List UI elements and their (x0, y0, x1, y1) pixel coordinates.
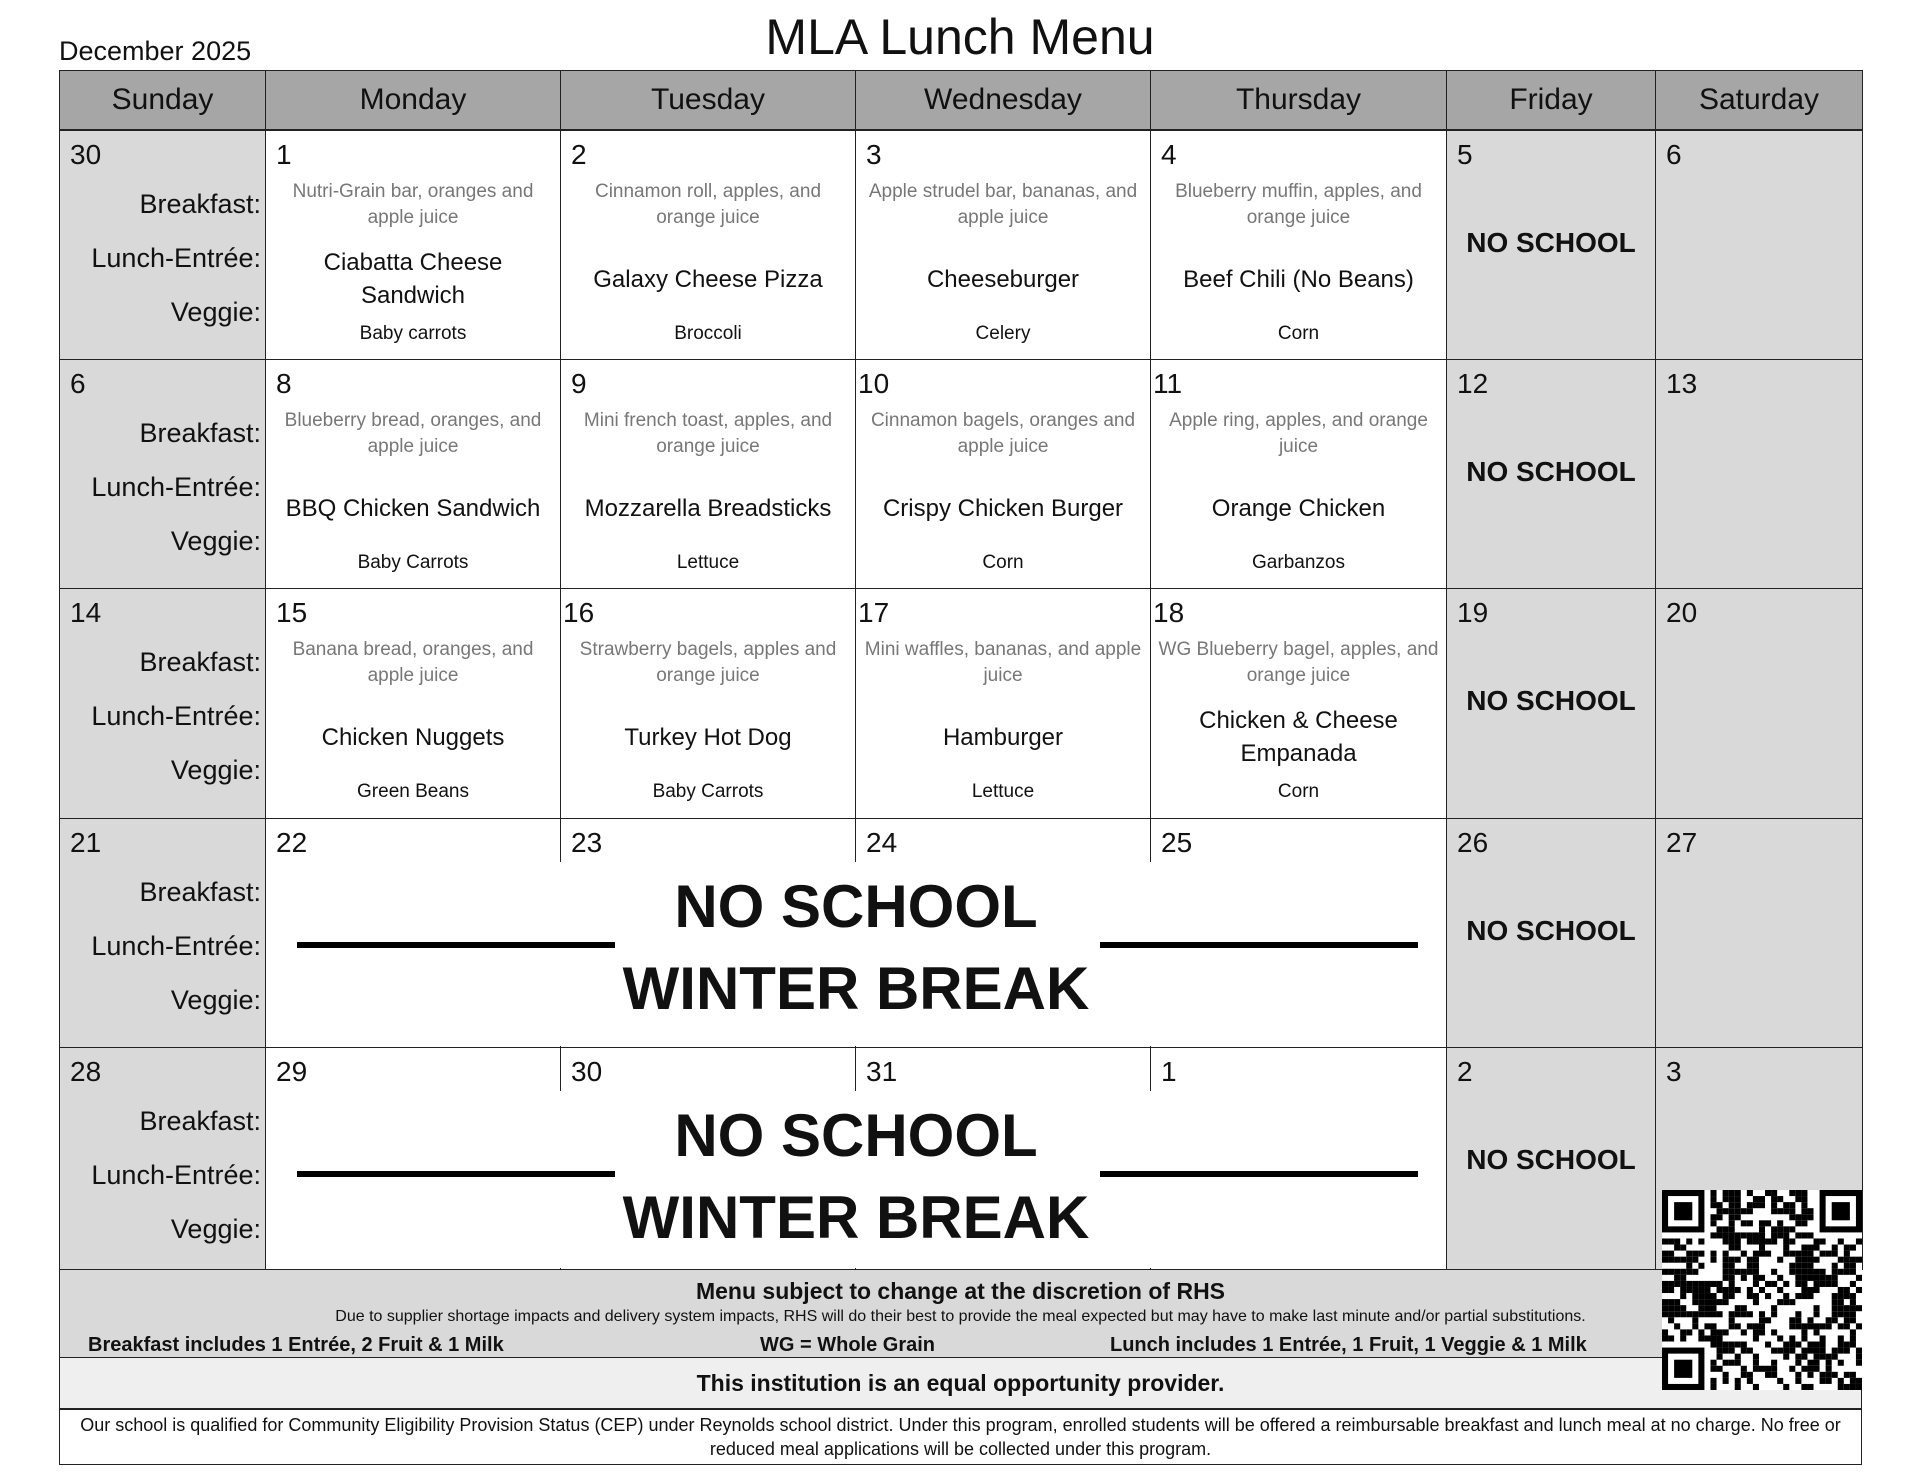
veggie-item: Corn (982, 552, 1024, 573)
breakfast-item: Cinnamon bagels, oranges and apple juice (870, 410, 1136, 457)
weekday-header-friday: Friday (1446, 70, 1656, 130)
day-number: 9 (571, 368, 587, 399)
month-label: December 2025 (59, 36, 252, 66)
breakfast-label: Breakfast: (139, 418, 261, 448)
lunch-entree (862, 470, 1144, 546)
winter-break-heading: WINTER BREAK (622, 955, 1090, 1022)
day-cell (855, 130, 1151, 360)
breakfast-item: Mini waffles, bananas, and apple juice (864, 639, 1142, 686)
day-cell (855, 588, 1151, 819)
lunch-entree (862, 241, 1144, 317)
breakfast-item: Nutri-Grain bar, oranges and apple juice (292, 181, 534, 228)
lunch-entree-text: Chicken Nuggets (321, 723, 505, 751)
divider-line-left (297, 1171, 615, 1177)
day-number: 1 (276, 139, 292, 170)
day-number: 31 (866, 1056, 898, 1087)
day-cell (1150, 130, 1447, 360)
day-number: 15 (276, 597, 308, 628)
breakfast-item: Blueberry muffin, apples, and orange juice (1175, 181, 1422, 228)
day-cell (560, 130, 856, 360)
lunch-entree-text: Hamburger (942, 723, 1064, 751)
winter-break-heading: WINTER BREAK (622, 1184, 1090, 1251)
lunch-info: Lunch includes 1 Entrée, 1 Fruit, 1 Veggie & 1 Milk (1110, 1334, 1587, 1356)
weekday-header-thursday: Thursday (1150, 70, 1447, 130)
lunch-entree-text: Galaxy Cheese Pizza (593, 265, 823, 293)
lunch-entree-text: Crispy Chicken Burger (882, 494, 1124, 522)
lunch-entree (272, 470, 554, 546)
sunday-cell (59, 359, 266, 589)
day-number: 2 (571, 139, 587, 170)
breakfast-item: Apple strudel bar, bananas, and apple juice (868, 181, 1138, 228)
veggie-label: Veggie: (170, 755, 261, 785)
day-number: 6 (1666, 139, 1682, 170)
breakfast-item: Blueberry bread, oranges, and apple juice (284, 410, 542, 457)
page-title: MLA Lunch Menu (765, 9, 1155, 65)
lunch-entree (1157, 241, 1440, 317)
day-number: 21 (70, 827, 102, 858)
equal-opportunity-statement (59, 1357, 1862, 1409)
day-number: 1 (1161, 1056, 1177, 1087)
no-school-label: NO SCHOOL (1466, 915, 1636, 946)
day-cell (265, 588, 561, 819)
day-number: 16 (563, 597, 595, 628)
veggie-item: Green Beans (357, 781, 469, 802)
weekday-header-wednesday: Wednesday (855, 70, 1151, 130)
saturday-cell (1655, 359, 1863, 589)
day-number: 10 (858, 368, 890, 399)
breakfast-label: Breakfast: (139, 1106, 261, 1136)
footer-notice (59, 1269, 1862, 1358)
sunday-cell (59, 1047, 266, 1270)
day-number: 17 (858, 597, 890, 628)
friday-cell (1446, 1047, 1656, 1270)
day-number: 3 (1666, 1056, 1682, 1087)
breakfast-label: Breakfast: (139, 647, 261, 677)
lunch-entree-label: Lunch-Entrée: (91, 243, 261, 273)
friday-cell (1446, 130, 1656, 360)
day-number: 2 (1457, 1056, 1473, 1087)
day-cell (560, 588, 856, 819)
veggie-item: Broccoli (674, 323, 742, 344)
divider-line-right (1100, 1171, 1418, 1177)
veggie-item: Celery (975, 323, 1031, 344)
weekday-header-sunday: Sunday (59, 70, 266, 130)
lunch-entree (567, 470, 849, 546)
veggie-label: Veggie: (170, 297, 261, 327)
no-school-label: NO SCHOOL (1466, 685, 1636, 716)
day-number: 27 (1666, 827, 1698, 858)
breakfast-item: Mini french toast, apples, and orange juice (583, 410, 833, 457)
lunch-entree-text: Turkey Hot Dog (624, 723, 792, 751)
day-number: 29 (276, 1056, 308, 1087)
day-number: 6 (70, 368, 86, 399)
breakfast-label: Breakfast: (139, 877, 261, 907)
veggie-label: Veggie: (170, 526, 261, 556)
no-school-heading: NO SCHOOL (674, 873, 1038, 940)
friday-cell (1446, 359, 1656, 589)
day-number: 3 (866, 139, 882, 170)
divider-line-right (1100, 942, 1418, 948)
day-number: 11 (1153, 368, 1183, 399)
lunch-entree (567, 241, 849, 317)
lunch-entree (862, 699, 1144, 775)
day-cell (1150, 588, 1447, 819)
breakfast-label: Breakfast: (139, 189, 261, 219)
friday-cell (1446, 588, 1656, 819)
equal-opportunity-text: This institution is an equal opportunity provider. (696, 1370, 1225, 1396)
breakfast-info: Breakfast includes 1 Entrée, 2 Fruit & 1 Milk (88, 1334, 504, 1356)
no-school-label: NO SCHOOL (1466, 1144, 1636, 1175)
day-number: 23 (571, 827, 603, 858)
breakfast-item: Cinnamon roll, apples, and orange juice (594, 181, 822, 228)
veggie-item: Lettuce (676, 552, 740, 573)
day-number: 18 (1153, 597, 1185, 628)
day-number: 26 (1457, 827, 1489, 858)
day-cell (265, 359, 561, 589)
day-cell (265, 130, 561, 360)
sunday-cell (59, 818, 266, 1048)
no-school-heading: NO SCHOOL (674, 1102, 1038, 1169)
lunch-entree (567, 699, 849, 775)
wg-info: WG = Whole Grain (760, 1334, 936, 1356)
veggie-label: Veggie: (170, 1214, 261, 1244)
day-number: 30 (70, 139, 102, 170)
lunch-entree (1157, 699, 1440, 775)
day-number: 13 (1666, 368, 1698, 399)
sunday-cell (59, 130, 266, 360)
day-number: 24 (866, 827, 898, 858)
winter-break-banner (267, 1091, 1445, 1268)
lunch-entree (272, 699, 554, 775)
qr-code[interactable] (1662, 1190, 1862, 1390)
day-number: 19 (1457, 597, 1489, 628)
lunch-entree-label: Lunch-Entrée: (91, 701, 261, 731)
breakfast-item: Strawberry bagels, apples and orange juice (579, 639, 837, 686)
veggie-item: Corn (1277, 781, 1320, 802)
day-number: 12 (1457, 368, 1489, 399)
breakfast-item: Banana bread, oranges, and apple juice (292, 639, 534, 686)
veggie-item: Baby Carrots (357, 552, 469, 573)
day-number: 4 (1161, 139, 1177, 170)
day-number: 14 (70, 597, 102, 628)
friday-cell (1446, 818, 1656, 1048)
footer-heading: Menu subject to change at the discretion of RHS (695, 1278, 1226, 1304)
veggie-item: Lettuce (971, 781, 1035, 802)
day-number: 22 (276, 827, 308, 858)
day-number: 25 (1161, 827, 1193, 858)
lunch-entree-text: Ciabatta Cheese Sandwich (323, 249, 503, 309)
weekday-header-tuesday: Tuesday (560, 70, 856, 130)
weekday-header-saturday: Saturday (1655, 70, 1863, 130)
veggie-item: Baby carrots (359, 323, 467, 344)
lunch-entree-label: Lunch-Entrée: (91, 472, 261, 502)
veggie-item: Baby Carrots (652, 781, 764, 802)
breakfast-item: WG Blueberry bagel, apples, and orange juice (1158, 639, 1439, 686)
day-cell (560, 359, 856, 589)
veggie-item: Garbanzos (1252, 552, 1345, 573)
lunch-entree-text: Beef Chili (No Beans) (1183, 265, 1414, 293)
day-cell (1150, 359, 1447, 589)
lunch-entree-text: Chicken & Cheese Empanada (1199, 707, 1398, 767)
day-number: 8 (276, 368, 292, 399)
saturday-cell (1655, 130, 1863, 360)
lunch-entree-label: Lunch-Entrée: (91, 1160, 261, 1190)
weekday-header-monday: Monday (265, 70, 561, 130)
veggie-item: Corn (1277, 323, 1320, 344)
saturday-cell (1655, 818, 1863, 1048)
lunch-entree-text: Orange Chicken (1211, 494, 1386, 522)
breakfast-item: Apple ring, apples, and orange juice (1169, 410, 1428, 457)
day-number: 28 (70, 1056, 102, 1087)
day-cell (855, 359, 1151, 589)
lunch-entree-text: BBQ Chicken Sandwich (285, 494, 541, 522)
cep-statement (59, 1409, 1862, 1465)
no-school-label: NO SCHOOL (1466, 456, 1636, 487)
sunday-cell (59, 588, 266, 819)
winter-break-banner (267, 862, 1445, 1046)
cep-text: Our school is qualified for Community Eligibility Provision Status (CEP) under Reynolds school district. Under this program, enrolled students will be offered a reimbursable breakfast and lunch meal at no charge. No free or reduced meal applications will be collected under this program. (80, 1415, 1841, 1459)
lunch-entree-text: Cheeseburger (926, 265, 1080, 293)
lunch-entree (272, 241, 554, 317)
footer-substitution-notice: Due to supplier shortage impacts and delivery system impacts, RHS will do their best to provide the meal expected but may have to make last minute and/or partial substitutions. (335, 1308, 1586, 1325)
day-number: 20 (1666, 597, 1698, 628)
divider-line-left (297, 942, 615, 948)
no-school-label: NO SCHOOL (1466, 227, 1636, 258)
lunch-entree (1157, 470, 1440, 546)
saturday-cell (1655, 588, 1863, 819)
lunch-entree-label: Lunch-Entrée: (91, 931, 261, 961)
lunch-entree-text: Mozzarella Breadsticks (584, 494, 832, 522)
veggie-label: Veggie: (170, 985, 261, 1015)
day-number: 30 (571, 1056, 603, 1087)
day-number: 5 (1457, 139, 1473, 170)
